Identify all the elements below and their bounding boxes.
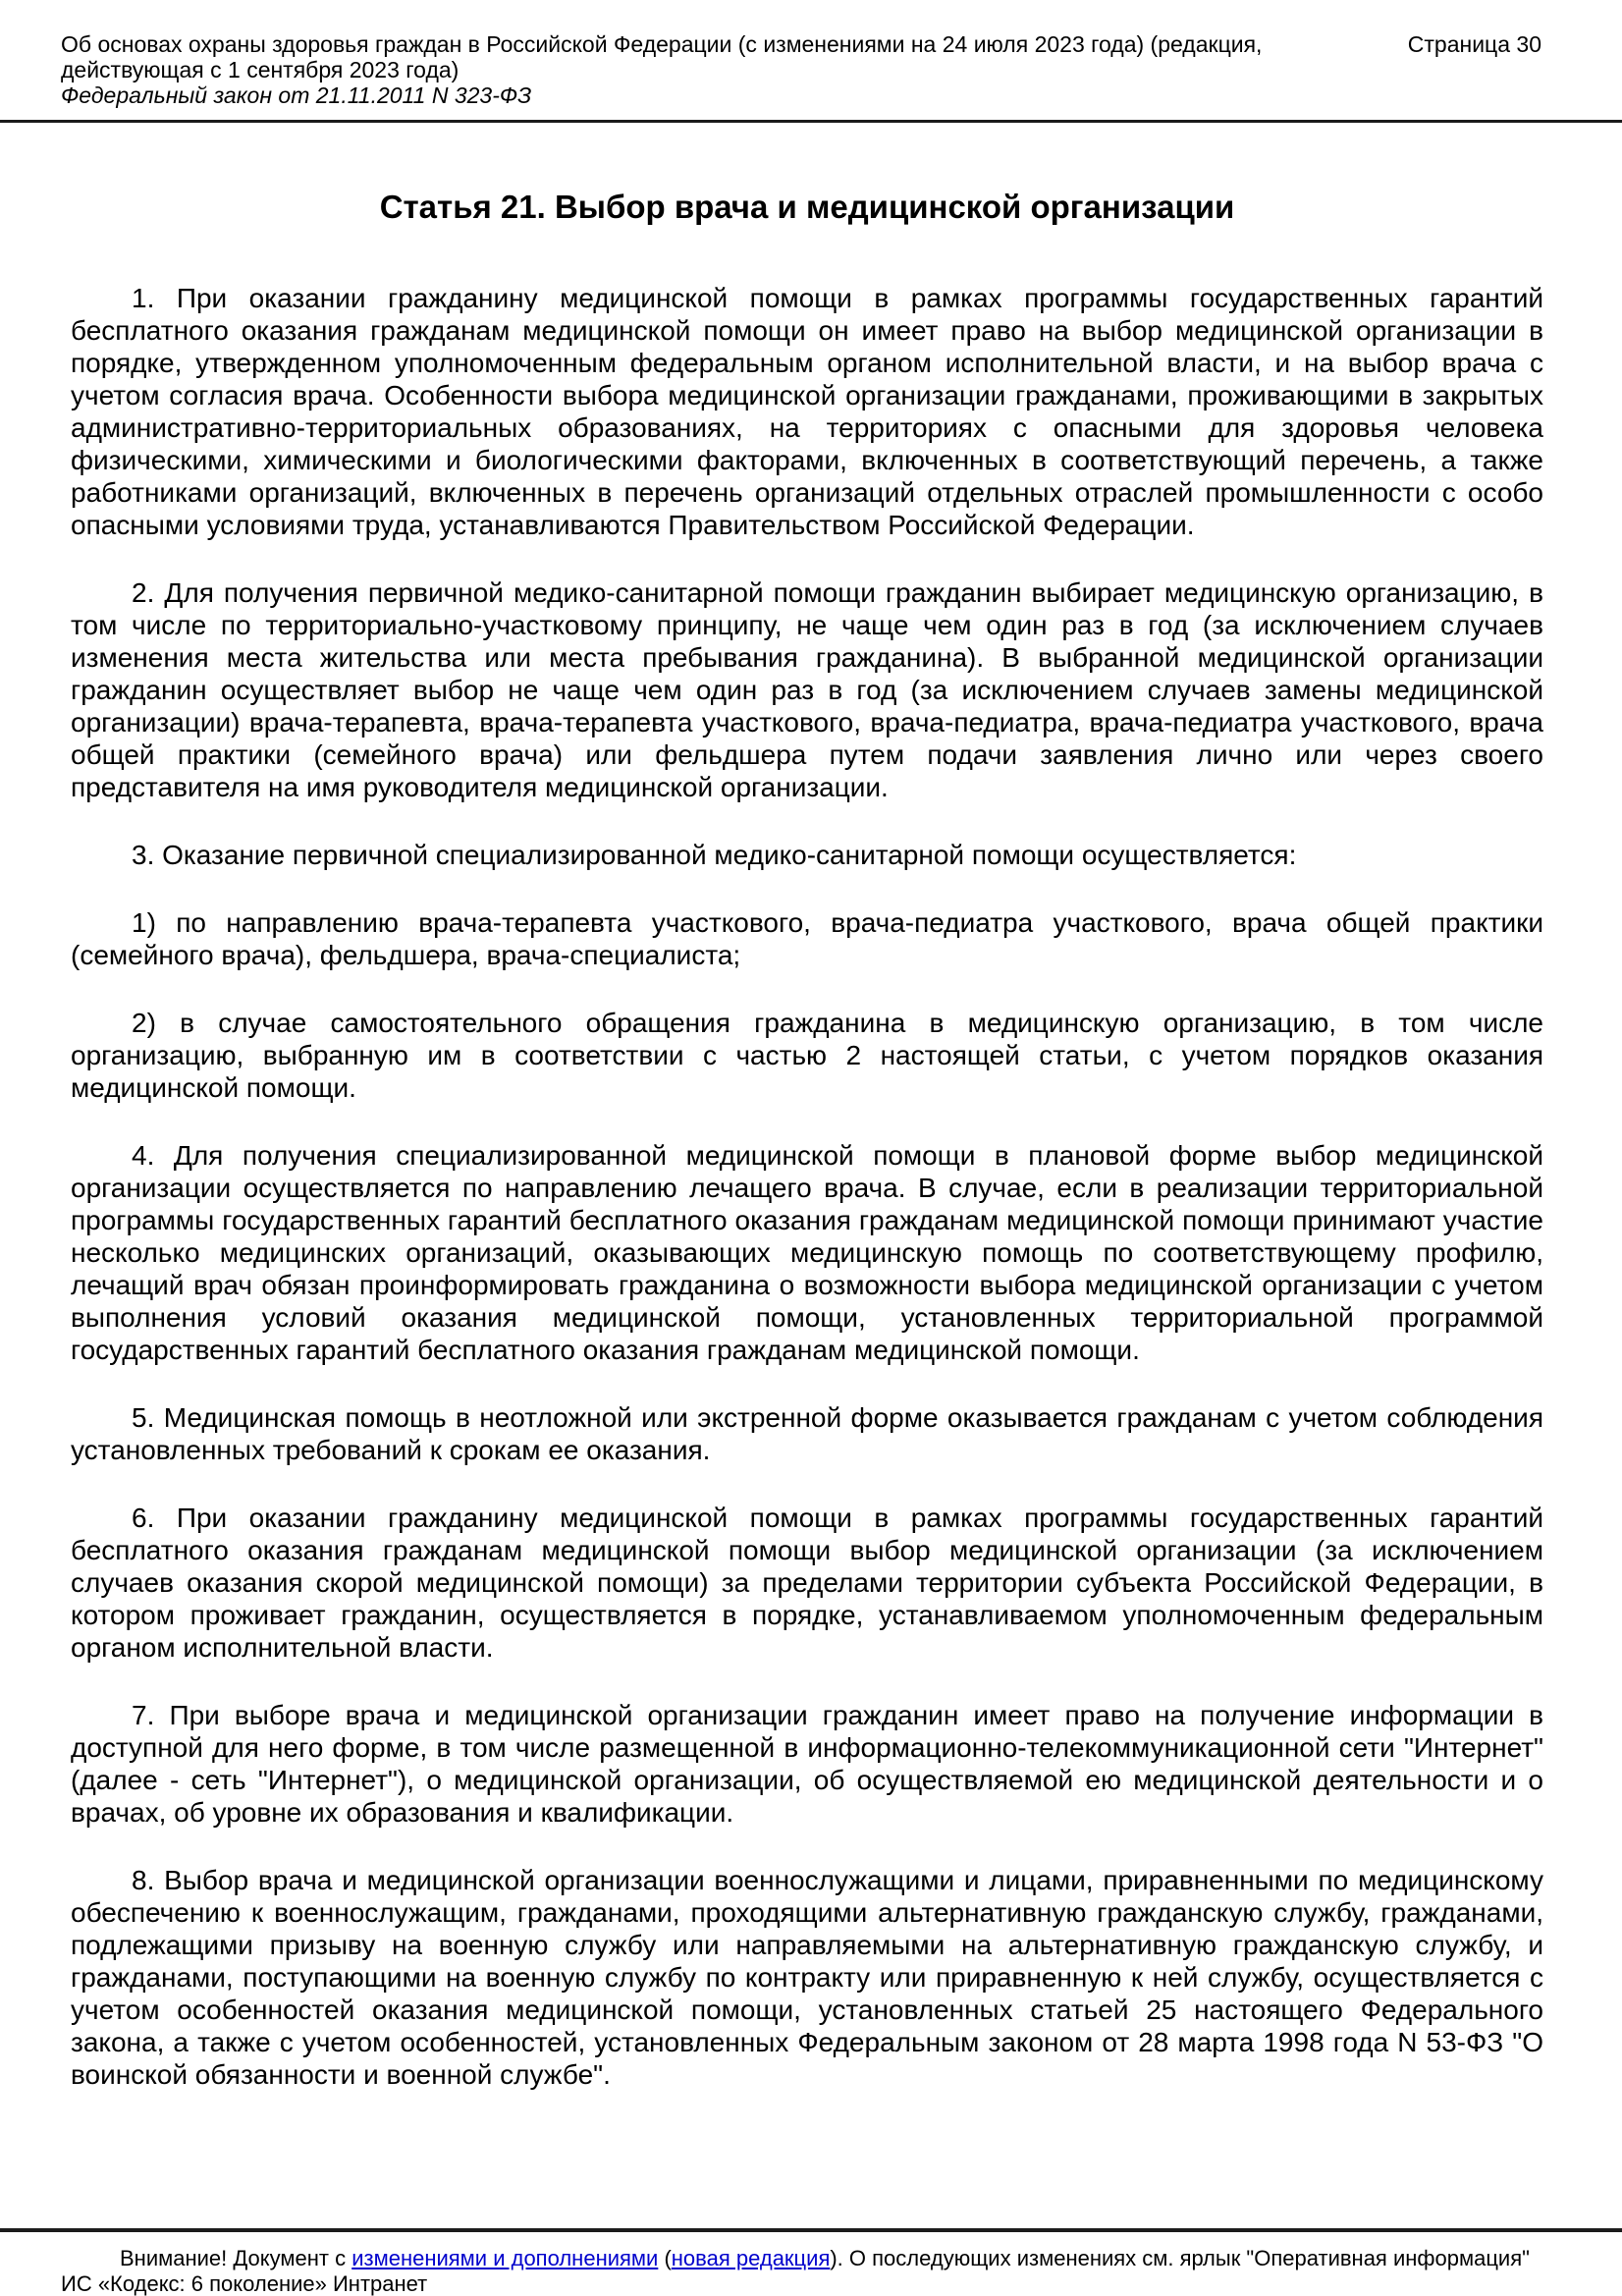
footer-system-label: ИС «Кодекс: 6 поколение» Интранет [61,2271,428,2296]
document-title: Об основах охраны здоровья граждан в Российской Федерации (с изменениями на 24 июля 2023 года) (редакция, действующая с 1 сентября 2023 года) [61,31,1263,82]
paragraph-1: 1. При оказании гражданину медицинской помощи в рамках программы государственных гарантий бесплатного оказания гражданам медицинской помощи он имеет право на выбор медицинской организации в порядке, утвержденном уполномоченным федеральным органом исполнительной власти, и на выбор врача с учетом согласия врача. Особенности выбора медицинской организации гражданами, проживающими в закрытых административно-территориальных образованиях, на территориях с опасными для здоровья человека физическими, химическими и биологическими факторами, включенных в соответствующий перечень, а также работниками организаций, включенных в перечень организаций отдельных отраслей промышленности с особо опасными условиями труда, устанавливаются Правительством Российской Федерации. [71,283,1543,540]
paragraph-6: 6. При оказании гражданину медицинской помощи в рамках программы государственных гарантий бесплатного оказания гражданам медицинской помощи выбор медицинской организации (за исключением случаев оказания скорой медицинской помощи) за пределами территории субъекта Российской Федерации, в котором проживает гражданин, осуществляется в порядке, устанавливаемом уполномоченным федеральным органом исполнительной власти. [71,1503,1543,1663]
footer-notice-prefix: Внимание! Документ с [120,2246,352,2270]
clause-1: 1) по направлению врача-терапевта участкового, врача-педиатра участкового, врача общей практики (семейного врача), фельдшера, врача-специалиста; [71,907,1543,970]
footer-notice-between: ( [658,2246,672,2270]
article-body [0,123,1622,2126]
footer-notice [61,2246,1543,2270]
paragraph-8: 8. Выбор врача и медицинской организации военнослужащими и лицами, приравненными по медицинскому обеспечению к военнослужащим, гражданами, проходящими альтернативную гражданскую службу, гражданами, подлежащими призыву на военную службу или направляемыми на альтернативную гражданскую службу, и гражданами, поступающими на военную службу по контракту или приравненную к ней службу, осуществляется с учетом особенностей оказания медицинской помощи, установленных статьей 25 настоящего Федерального закона, а также с учетом особенностей, установленных Федеральным законом от 28 марта 1998 года N 53-ФЗ "О воинской обязанности и военной службе". [71,1865,1543,2090]
paragraph-4: 4. Для получения специализированной медицинской помощи в плановой форме выбор медицинской организации осуществляется по направлению лечащего врача. В случае, если в реализации территориальной программы государственных гарантий бесплатного оказания гражданам медицинской помощи принимают участие несколько медицинских организаций, оказывающих медицинскую помощь по соответствующему профилю, лечащий врач обязан проинформировать гражданина о возможности выбора медицинской организации с учетом выполнения условий оказания медицинской помощи, установленных территориальной программой государственных гарантий бесплатного оказания гражданам медицинской помощи. [71,1140,1543,1365]
footer-section [0,2228,1622,2296]
document-header [0,0,1622,108]
footer-notice-suffix: ). О последующих изменениях см. ярлык "Оперативная информация" [830,2246,1530,2270]
amendments-link[interactable]: изменениями и дополнениями [351,2246,659,2270]
new-edition-link[interactable]: новая редакция [671,2246,831,2270]
page-number: Страница 30 [1407,31,1541,57]
article-title: Статья 21. Выбор врача и медицинской организации [379,189,1235,225]
paragraph-5: 5. Медицинская помощь в неотложной или экстренной форме оказывается гражданам с учетом соблюдения установленных требований к срокам ее оказания. [71,1402,1543,1465]
paragraph-3: 3. Оказание первичной специализированной медико-санитарной помощи осуществляется: [132,840,1297,870]
clause-2: 2) в случае самостоятельного обращения гражданина в медицинскую организацию, в том числе организацию, выбранную им в соответствии с частью 2 настоящей статьи, с учетом порядков оказания медицинской помощи. [71,1008,1543,1103]
paragraph-2: 2. Для получения первичной медико-санитарной помощи гражданин выбирает медицинскую организацию, в том числе по территориально-участковому принципу, не чаще чем один раз в год (за исключением случаев изменения места жительства или места пребывания гражданина). В выбранной медицинской организации гражданин осуществляет выбор не чаще чем один раз в год (за исключением случаев замены медицинской организации) врача-терапевта, врача-терапевта участкового, врача-педиатра, врача-педиатра участкового, врача общей практики (семейного врача) или фельдшера путем подачи заявления лично или через своего представителя на имя руководителя медицинской организации. [71,577,1543,802]
header-law-reference: Федеральный закон от 21.11.2011 N 323-ФЗ [61,82,532,108]
document-footer [0,2232,1622,2296]
paragraph-7: 7. При выборе врача и медицинской организации гражданин имеет право на получение информации в доступной для него форме, в том числе размещенной в информационно-телекоммуникационной сети "Интернет" (далее - сеть "Интернет"), о медицинской организации, об осуществляемой ею медицинской деятельности и о врачах, об уровне их образования и квалификации. [71,1700,1543,1828]
header-text-block [61,31,1318,108]
